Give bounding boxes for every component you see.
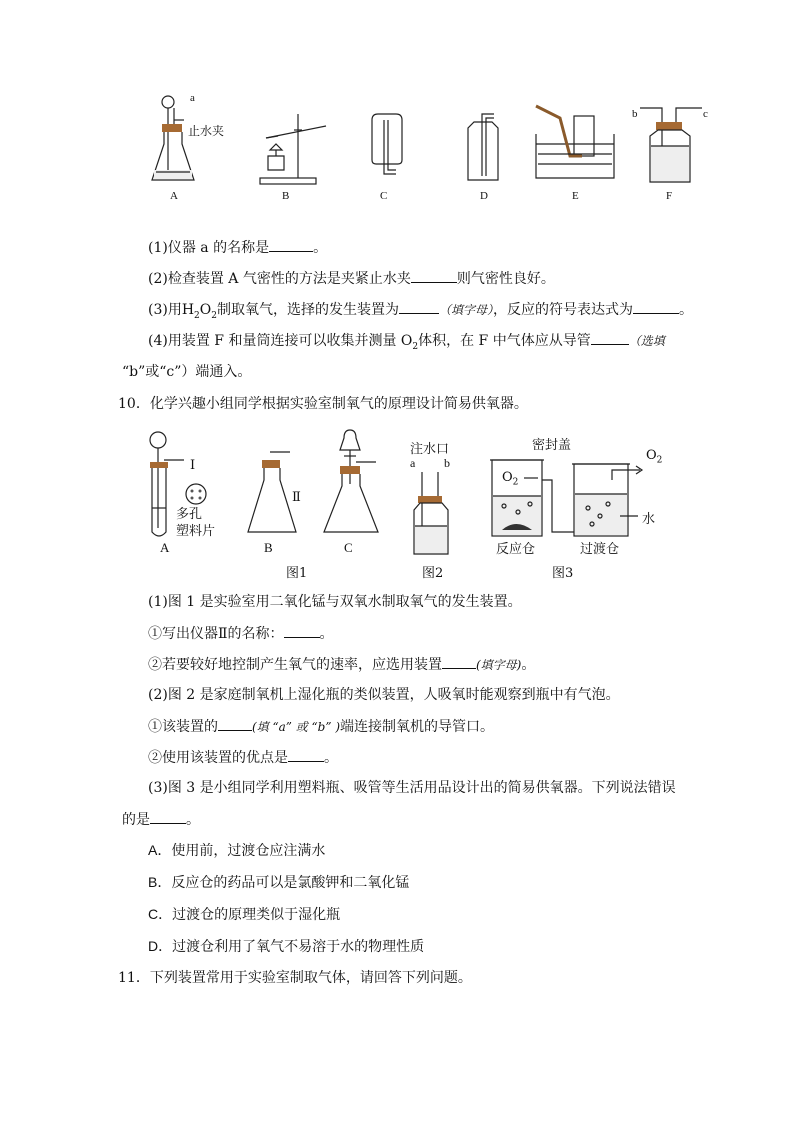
q11-title: 11．下列装置常用于实验室制取气体，请回答下列问题。 bbox=[118, 970, 472, 986]
apparatus-a bbox=[148, 94, 208, 194]
answer-blank[interactable] bbox=[288, 747, 324, 762]
apparatus-f bbox=[636, 94, 706, 194]
q9-sub4: (4)用装置 F 和量筒连接可以收集并测量 $O_2$体积，在 F 中气体应从导管 （选填 bbox=[148, 330, 665, 357]
fig-label-F: F bbox=[666, 190, 673, 202]
fig3-label-o2-in: $O_2$ bbox=[502, 470, 519, 488]
q10-sub2b: ②使用该装置的优点是 。 bbox=[148, 747, 338, 768]
q10-sub3-line2: 的是 。 bbox=[122, 809, 200, 830]
label-b-tube: b bbox=[632, 108, 638, 120]
q10-option-d: D．过渡仓利用了氧气不易溶于水的物理性质 bbox=[148, 938, 425, 954]
apparatus-b bbox=[248, 94, 328, 194]
apparatus-d bbox=[458, 94, 508, 194]
answer-blank[interactable] bbox=[411, 268, 457, 283]
fig1-label-plate-2: 塑料片 bbox=[176, 524, 216, 539]
fig3-label-water: 水 bbox=[642, 512, 656, 527]
fig2-label-b: b bbox=[444, 456, 450, 470]
fig2-label-inlet: 注水口 bbox=[410, 442, 450, 457]
fig2-humidifier-bottle bbox=[408, 468, 468, 568]
q10-sub2a: ①该装置的 (填 “a” 或 “b” )端连接制氧机的导管口。 bbox=[148, 716, 494, 737]
fig1-label-plate-1: 多孔 bbox=[176, 507, 203, 522]
q10-sub1a: ①写出仪器Ⅱ的名称： 。 bbox=[148, 623, 334, 644]
answer-blank[interactable] bbox=[150, 809, 186, 824]
q9-sub2: (2)检查装置 A 气密性的方法是夹紧止水夹 则气密性良好。 bbox=[148, 268, 555, 289]
q9-sub3: (3)用$H_2O_2$制取氧气，选择的发生装置为 （填字母），反应的符号表达式为 。 bbox=[148, 299, 693, 326]
fig3-label-lid: 密封盖 bbox=[532, 438, 572, 453]
fig1-caption: 图1 bbox=[286, 566, 308, 581]
q10-option-a: A．使用前，过渡仓应注满水 bbox=[148, 842, 326, 858]
figure-3 bbox=[488, 434, 708, 581]
q10-option-b: B．反应仓的药品可以是氯酸钾和二氧化锰 bbox=[148, 874, 410, 890]
q10-option-c: C．过渡仓的原理类似于湿化瓶 bbox=[148, 906, 341, 922]
fig3-label-transition: 过渡仓 bbox=[580, 542, 620, 557]
fig1-label-B: B bbox=[264, 540, 273, 555]
fig-label-D: D bbox=[480, 190, 488, 202]
label-clip: 止水夹 bbox=[188, 124, 225, 138]
q10-sub1: (1)图 1 是实验室用二氧化锰与双氧水制取氧气的发生装置。 bbox=[148, 594, 522, 610]
fig2-caption: 图2 bbox=[422, 566, 444, 581]
answer-blank[interactable] bbox=[591, 330, 629, 345]
label-a-tube: a bbox=[190, 92, 195, 104]
fig1-label-C: C bbox=[344, 540, 353, 555]
fig2-label-a: a bbox=[410, 456, 416, 470]
answer-blank[interactable] bbox=[442, 654, 476, 669]
fig1-label-A: A bbox=[160, 540, 170, 555]
fig-label-C: C bbox=[380, 190, 388, 202]
q10-title: 10．化学兴趣小组同学根据实验室制氧气的原理设计简易供氧器。 bbox=[118, 396, 528, 412]
answer-blank[interactable] bbox=[633, 299, 679, 314]
q10-sub1b: ②若要较好地控制产生氧气的速率，应选用装置 (填字母)。 bbox=[148, 654, 535, 675]
q10-sub3-line1: (3)图 3 是小组同学利用塑料瓶、吸管等生活用品设计出的简易供氧器。下列说法错误 bbox=[148, 780, 676, 796]
q9-sub1: (1)仪器 a 的名称是 。 bbox=[148, 237, 327, 258]
fig-label-B: B bbox=[282, 190, 290, 202]
answer-blank[interactable] bbox=[399, 299, 439, 314]
fig3-label-reaction: 反应仓 bbox=[496, 542, 536, 557]
fig1-label-I: I bbox=[190, 458, 196, 473]
label-c-tube: c bbox=[703, 108, 708, 120]
fig3-label-o2-out: $O_2$ bbox=[646, 448, 663, 466]
figure-apparatus-a-f bbox=[140, 88, 720, 208]
fig3-oxygen-supplier bbox=[488, 450, 668, 550]
fig1-apparatus-c bbox=[320, 428, 390, 548]
apparatus-c bbox=[362, 94, 412, 194]
fig1-label-II: Ⅱ bbox=[292, 490, 301, 505]
q9-sub4-cont: “b”或“c”）端通入。 bbox=[122, 364, 252, 380]
apparatus-e bbox=[530, 94, 620, 194]
fig3-caption: 图3 bbox=[552, 566, 574, 581]
figure-2 bbox=[408, 438, 478, 581]
figure-1 bbox=[140, 428, 390, 581]
q10-sub2: (2)图 2 是家庭制氧机上湿化瓶的类似装置，人吸氧时能观察到瓶中有气泡。 bbox=[148, 687, 620, 703]
answer-blank[interactable] bbox=[284, 623, 320, 638]
answer-blank[interactable] bbox=[218, 716, 252, 731]
answer-blank[interactable] bbox=[269, 237, 313, 252]
fig-label-A: A bbox=[170, 190, 178, 202]
fig-label-E: E bbox=[572, 190, 579, 202]
